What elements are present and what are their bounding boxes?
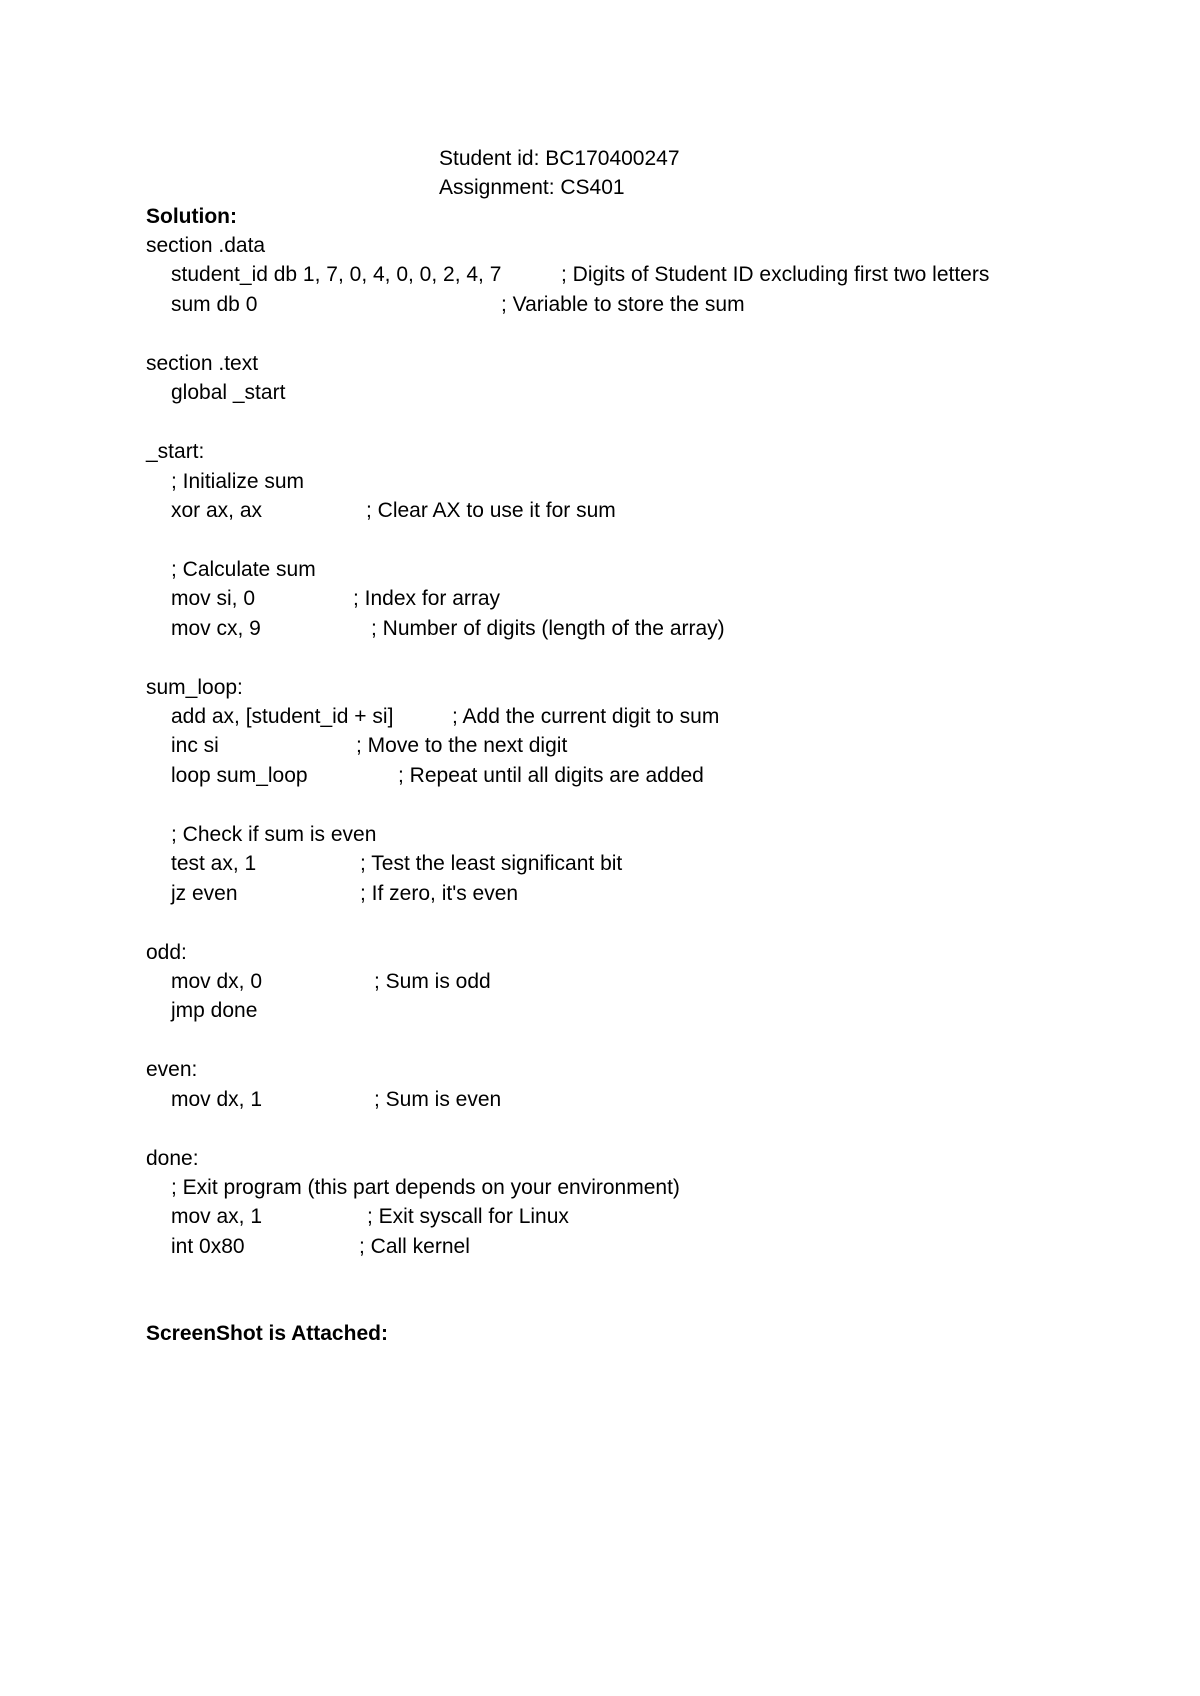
code-comment: ; Exit syscall for Linux — [367, 1205, 569, 1229]
code-text: done: — [146, 1146, 199, 1170]
code-line — [146, 1114, 1146, 1143]
code-text: odd: — [146, 940, 187, 964]
code-text: mov ax, 1 — [171, 1205, 263, 1229]
code-line — [146, 879, 1146, 908]
code-line — [146, 967, 1146, 996]
code-text: mov si, 0 — [171, 587, 256, 611]
code-line — [146, 349, 1146, 378]
code-comment: ; Call kernel — [359, 1234, 470, 1258]
code-line — [146, 1232, 1146, 1261]
code-line — [146, 1202, 1146, 1231]
code-text: ; Calculate sum — [171, 557, 316, 581]
code-comment: ; Index for array — [353, 587, 501, 611]
code-line — [146, 231, 1146, 260]
code-comment: ; If zero, it's even — [360, 881, 519, 905]
code-text: inc si — [171, 734, 219, 758]
code-listing — [146, 231, 1146, 1261]
code-text: ; Check if sum is even — [171, 822, 377, 846]
code-line — [146, 555, 1146, 584]
code-text: int 0x80 — [171, 1234, 245, 1258]
code-line — [146, 1173, 1146, 1202]
assignment-line: Assignment: CS401 — [439, 176, 625, 199]
code-text: even: — [146, 1058, 198, 1082]
code-line — [146, 1055, 1146, 1084]
screenshot-heading: ScreenShot is Attached: — [146, 1322, 388, 1345]
code-comment: ; Sum is even — [374, 1087, 502, 1111]
code-line — [146, 584, 1146, 613]
code-line — [146, 938, 1146, 967]
code-line — [146, 467, 1146, 496]
code-text: add ax, [student_id + si] — [171, 705, 394, 728]
code-text: mov dx, 0 — [171, 969, 263, 993]
code-comment: ; Clear AX to use it for sum — [366, 498, 616, 522]
code-text: test ax, 1 — [171, 852, 257, 876]
code-text: section .text — [146, 351, 259, 375]
code-text: ; Initialize sum — [171, 469, 305, 493]
code-line — [146, 525, 1146, 554]
code-line — [146, 1144, 1146, 1173]
code-line — [146, 290, 1146, 319]
code-comment: ; Sum is odd — [374, 969, 491, 993]
code-comment: ; Digits of Student ID excluding first two letters — [561, 263, 990, 287]
code-line — [146, 849, 1146, 878]
code-comment: ; Repeat until all digits are added — [398, 763, 704, 787]
code-line — [146, 319, 1146, 348]
code-text: jz even — [171, 881, 238, 905]
code-line — [146, 908, 1146, 937]
code-text: section .data — [146, 234, 266, 257]
code-comment: ; Move to the next digit — [356, 734, 568, 758]
code-line — [146, 614, 1146, 643]
code-line — [146, 1026, 1146, 1055]
code-comment: ; Add the current digit to sum — [452, 705, 720, 728]
code-line — [146, 496, 1146, 525]
code-text: jmp done — [171, 999, 258, 1023]
code-text: student_id db 1, 7, 0, 4, 0, 0, 2, 4, 7 — [171, 263, 502, 287]
code-comment: ; Variable to store the sum — [501, 292, 745, 316]
code-line — [146, 408, 1146, 437]
code-text: _start: — [146, 440, 205, 464]
code-line — [146, 820, 1146, 849]
code-text: loop sum_loop — [171, 763, 308, 787]
code-text: mov cx, 9 — [171, 616, 261, 640]
student-id-line: Student id: BC170400247 — [439, 147, 680, 170]
code-line — [146, 643, 1146, 672]
code-line — [146, 1085, 1146, 1114]
code-line — [146, 260, 1146, 289]
code-line — [146, 702, 1146, 731]
code-line — [146, 790, 1146, 819]
code-text: sum_loop: — [146, 675, 243, 699]
code-text: mov dx, 1 — [171, 1087, 263, 1111]
code-comment: ; Test the least significant bit — [360, 852, 623, 876]
code-line — [146, 437, 1146, 466]
code-comment: ; Number of digits (length of the array) — [371, 616, 725, 640]
code-text: xor ax, ax — [171, 498, 263, 522]
code-text: global _start — [171, 381, 286, 405]
code-text: ; Exit program (this part depends on your environment) — [171, 1176, 680, 1199]
code-line — [146, 378, 1146, 407]
solution-heading: Solution: — [146, 205, 237, 228]
code-text: sum db 0 — [171, 292, 258, 316]
code-line — [146, 996, 1146, 1025]
code-line — [146, 761, 1146, 790]
code-line — [146, 673, 1146, 702]
code-line — [146, 731, 1146, 760]
